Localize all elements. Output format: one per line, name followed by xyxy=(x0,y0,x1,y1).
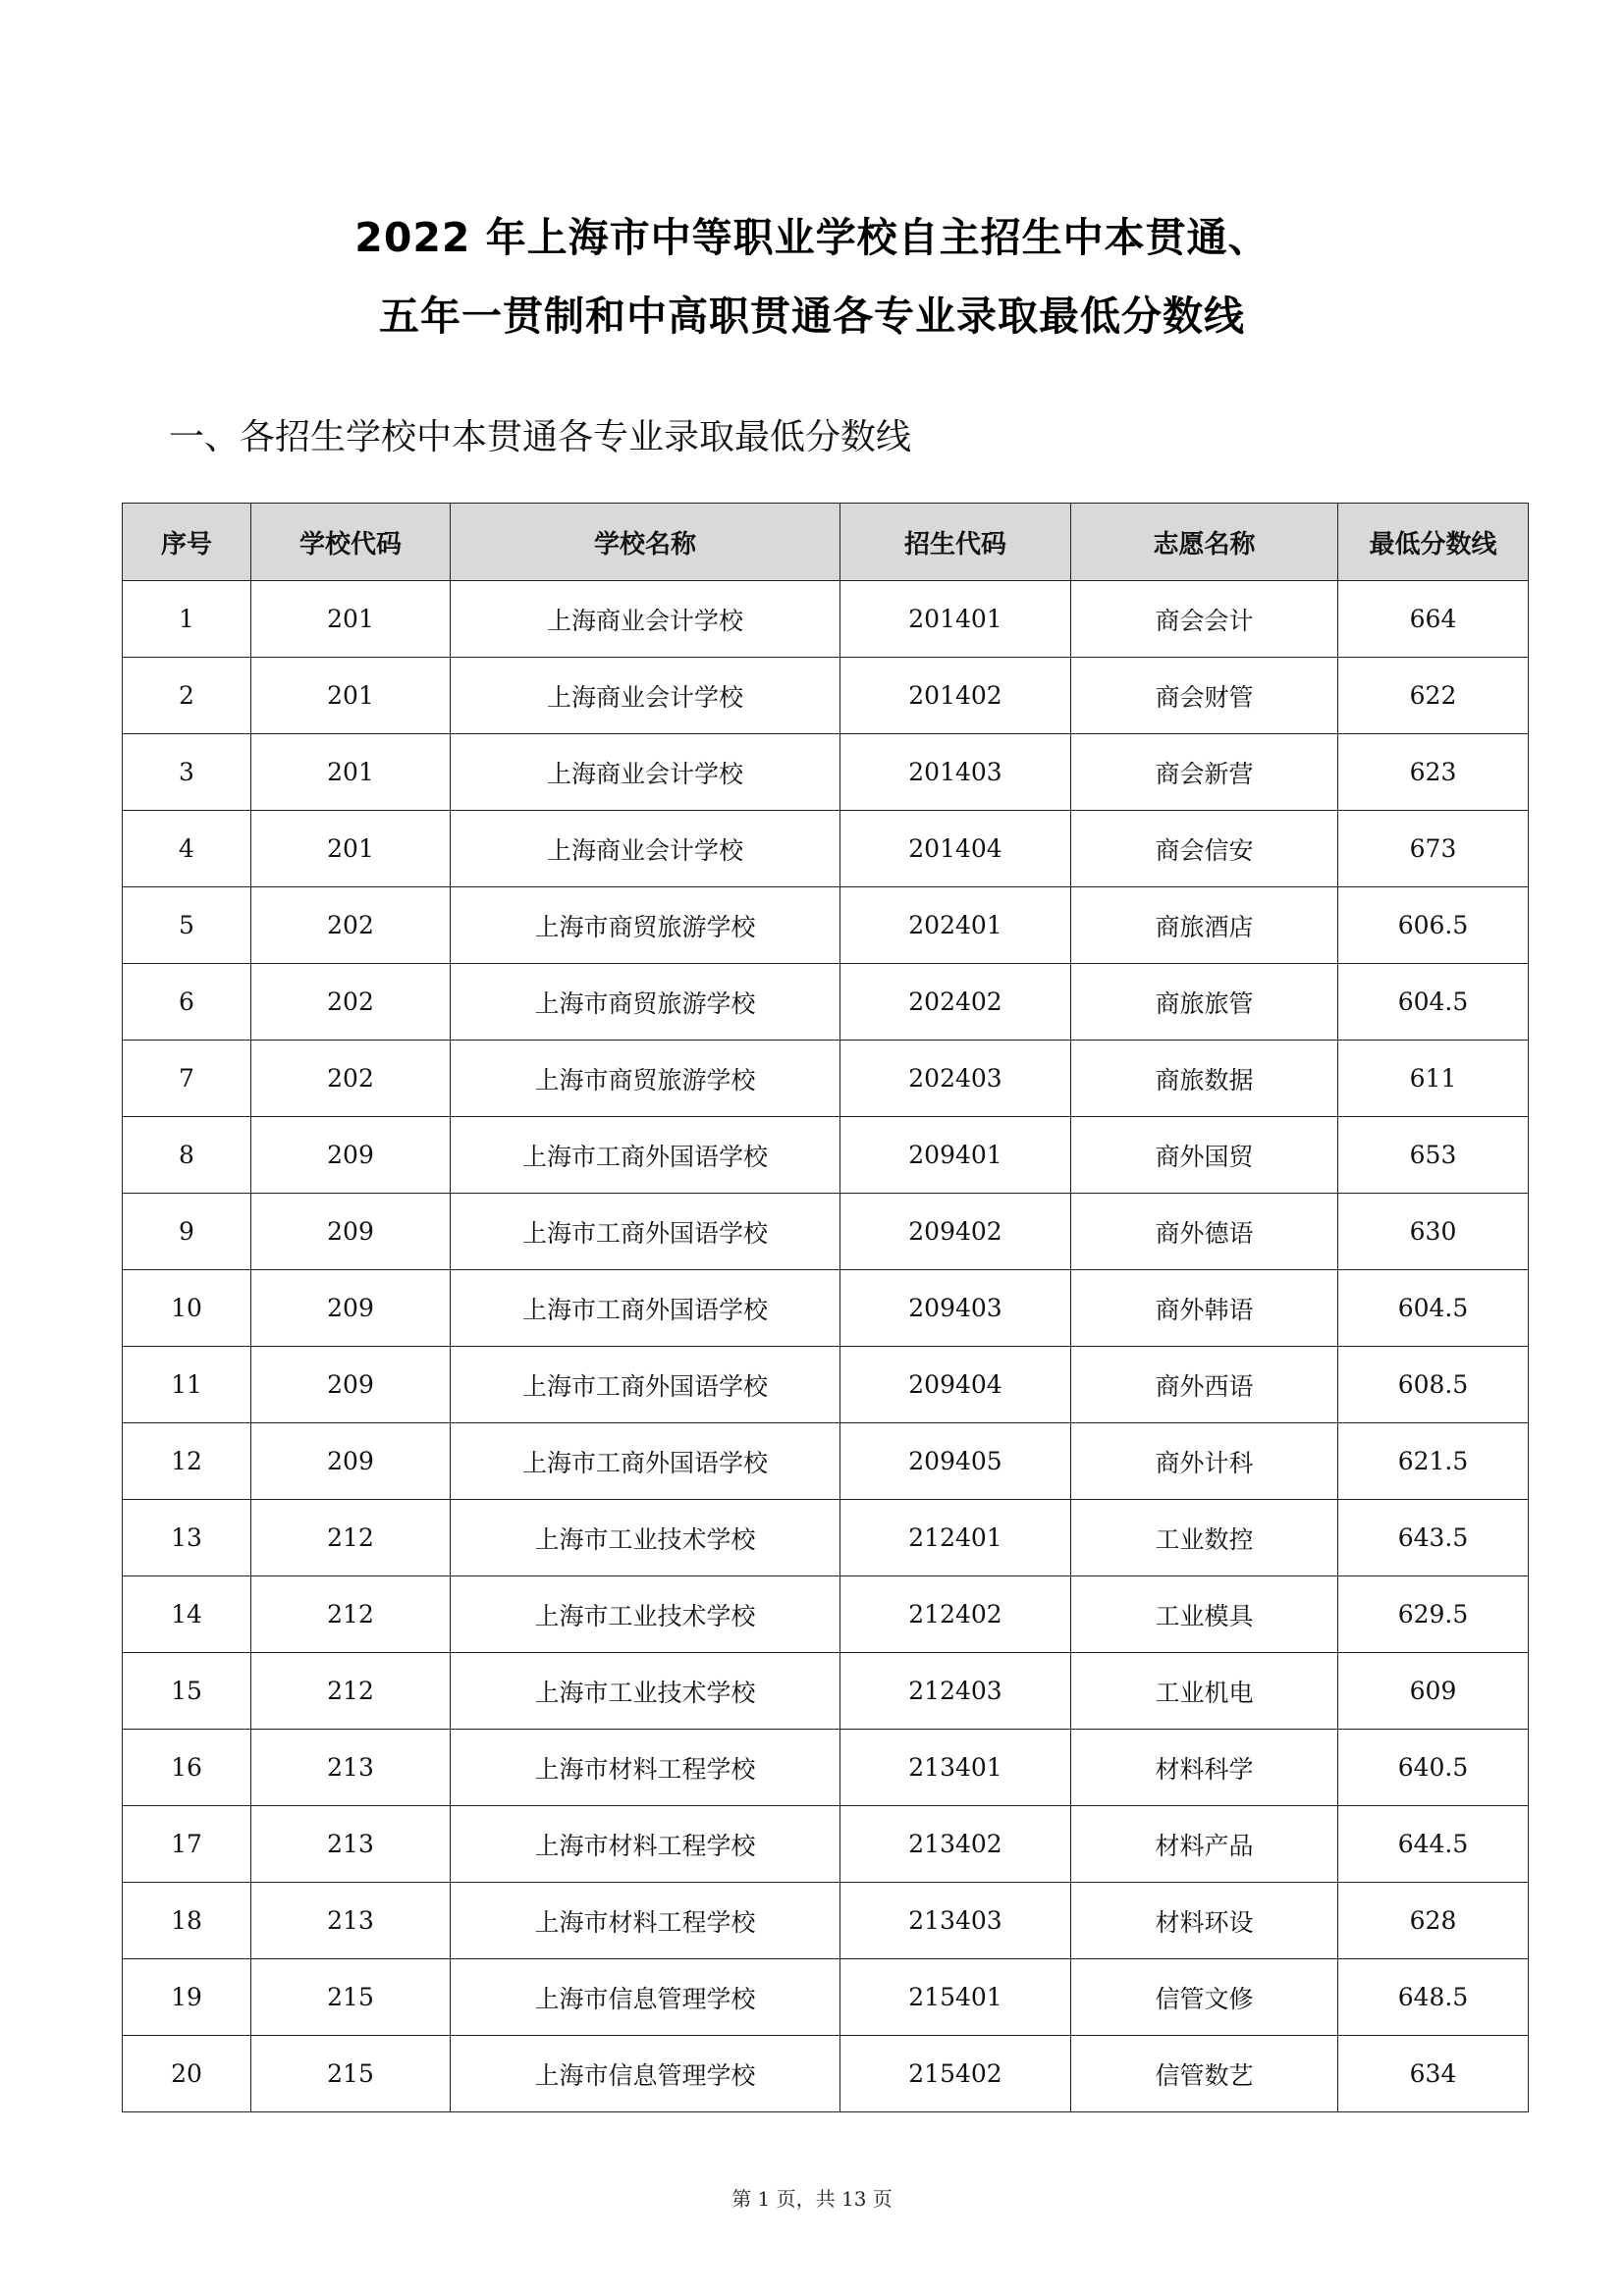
cell-min-score: 648.5 xyxy=(1338,1959,1529,2036)
cell-school-code: 212 xyxy=(251,1500,451,1576)
document-title-line-2: 五年一贯制和中高职贯通各专业录取最低分数线 xyxy=(379,293,1245,340)
cell-school-name: 上海市工商外国语学校 xyxy=(451,1347,840,1423)
table-row xyxy=(123,887,1529,964)
cell-enroll-code: 209401 xyxy=(840,1117,1071,1194)
cell-index: 19 xyxy=(123,1959,251,2036)
cell-school-name: 上海市工业技术学校 xyxy=(451,1500,840,1576)
cell-program-name: 工业数控 xyxy=(1071,1500,1338,1576)
cell-program-name: 商会信安 xyxy=(1071,811,1338,887)
cell-index: 13 xyxy=(123,1500,251,1576)
cell-school-code: 209 xyxy=(251,1423,451,1500)
cell-min-score: 628 xyxy=(1338,1883,1529,1959)
cell-index: 7 xyxy=(123,1041,251,1117)
table-row xyxy=(123,1194,1529,1270)
cell-school-code: 213 xyxy=(251,1730,451,1806)
table-row xyxy=(123,1576,1529,1653)
cell-program-name: 商旅酒店 xyxy=(1071,887,1338,964)
cell-school-name: 上海市材料工程学校 xyxy=(451,1806,840,1883)
cell-school-name: 上海市信息管理学校 xyxy=(451,2036,840,2112)
header-cell-school-name: 学校名称 xyxy=(451,504,840,581)
cell-min-score: 611 xyxy=(1338,1041,1529,1117)
header-row xyxy=(123,504,1529,581)
cell-enroll-code: 213401 xyxy=(840,1730,1071,1806)
cell-min-score: 623 xyxy=(1338,734,1529,811)
cell-school-name: 上海市材料工程学校 xyxy=(451,1730,840,1806)
table-row xyxy=(123,1500,1529,1576)
cell-school-code: 212 xyxy=(251,1576,451,1653)
cell-min-score: 609 xyxy=(1338,1653,1529,1730)
cell-school-code: 215 xyxy=(251,2036,451,2112)
cell-school-code: 202 xyxy=(251,1041,451,1117)
cell-index: 8 xyxy=(123,1117,251,1194)
cell-program-name: 商会新营 xyxy=(1071,734,1338,811)
cell-enroll-code: 215401 xyxy=(840,1959,1071,2036)
cell-school-code: 212 xyxy=(251,1653,451,1730)
cell-school-name: 上海市工商外国语学校 xyxy=(451,1270,840,1347)
cell-program-name: 商外计科 xyxy=(1071,1423,1338,1500)
table-row xyxy=(123,1423,1529,1500)
cell-enroll-code: 209404 xyxy=(840,1347,1071,1423)
table-row xyxy=(123,1270,1529,1347)
cell-school-code: 209 xyxy=(251,1194,451,1270)
cell-program-name: 商旅旅管 xyxy=(1071,964,1338,1041)
cell-min-score: 634 xyxy=(1338,2036,1529,2112)
cell-min-score: 653 xyxy=(1338,1117,1529,1194)
cell-school-name: 上海商业会计学校 xyxy=(451,581,840,658)
cell-index: 16 xyxy=(123,1730,251,1806)
table-row xyxy=(123,1883,1529,1959)
cell-min-score: 640.5 xyxy=(1338,1730,1529,1806)
cell-enroll-code: 213402 xyxy=(840,1806,1071,1883)
cell-index: 6 xyxy=(123,964,251,1041)
cell-index: 1 xyxy=(123,581,251,658)
cell-program-name: 工业模具 xyxy=(1071,1576,1338,1653)
cell-school-code: 201 xyxy=(251,658,451,734)
cell-school-name: 上海市材料工程学校 xyxy=(451,1883,840,1959)
cell-school-name: 上海市工商外国语学校 xyxy=(451,1423,840,1500)
cell-enroll-code: 202401 xyxy=(840,887,1071,964)
cell-enroll-code: 212402 xyxy=(840,1576,1071,1653)
cell-school-code: 213 xyxy=(251,1806,451,1883)
table-row xyxy=(123,964,1529,1041)
cell-enroll-code: 201403 xyxy=(840,734,1071,811)
table-row xyxy=(123,1730,1529,1806)
cell-program-name: 商外国贸 xyxy=(1071,1117,1338,1194)
cell-school-code: 202 xyxy=(251,887,451,964)
cell-enroll-code: 209405 xyxy=(840,1423,1071,1500)
cell-school-code: 201 xyxy=(251,734,451,811)
header-cell-min-score: 最低分数线 xyxy=(1338,504,1529,581)
cell-program-name: 商外韩语 xyxy=(1071,1270,1338,1347)
section-heading: 一、各招生学校中本贯通各专业录取最低分数线 xyxy=(169,417,912,457)
header-cell-program-name: 志愿名称 xyxy=(1071,504,1338,581)
score-table-header xyxy=(123,504,1529,581)
cell-enroll-code: 209402 xyxy=(840,1194,1071,1270)
cell-index: 9 xyxy=(123,1194,251,1270)
cell-min-score: 664 xyxy=(1338,581,1529,658)
cell-program-name: 信管文修 xyxy=(1071,1959,1338,2036)
document-title-line-1: 2022 年上海市中等职业学校自主招生中本贯通、 xyxy=(354,214,1270,261)
table-row xyxy=(123,1041,1529,1117)
cell-min-score: 608.5 xyxy=(1338,1347,1529,1423)
header-cell-index: 序号 xyxy=(123,504,251,581)
header-cell-school-code: 学校代码 xyxy=(251,504,451,581)
cell-enroll-code: 202403 xyxy=(840,1041,1071,1117)
cell-enroll-code: 215402 xyxy=(840,2036,1071,2112)
cell-min-score: 622 xyxy=(1338,658,1529,734)
score-table xyxy=(122,503,1529,2112)
cell-school-code: 209 xyxy=(251,1117,451,1194)
cell-school-name: 上海市信息管理学校 xyxy=(451,1959,840,2036)
table-row xyxy=(123,581,1529,658)
cell-enroll-code: 212403 xyxy=(840,1653,1071,1730)
table-row xyxy=(123,1653,1529,1730)
cell-program-name: 材料科学 xyxy=(1071,1730,1338,1806)
cell-index: 17 xyxy=(123,1806,251,1883)
cell-index: 20 xyxy=(123,2036,251,2112)
cell-min-score: 629.5 xyxy=(1338,1576,1529,1653)
table-row xyxy=(123,1117,1529,1194)
cell-index: 12 xyxy=(123,1423,251,1500)
cell-school-code: 201 xyxy=(251,811,451,887)
cell-min-score: 604.5 xyxy=(1338,1270,1529,1347)
cell-program-name: 商旅数据 xyxy=(1071,1041,1338,1117)
cell-program-name: 商会财管 xyxy=(1071,658,1338,734)
cell-index: 5 xyxy=(123,887,251,964)
cell-school-name: 上海市工业技术学校 xyxy=(451,1576,840,1653)
cell-enroll-code: 209403 xyxy=(840,1270,1071,1347)
score-table-body xyxy=(123,581,1529,2112)
cell-program-name: 商外西语 xyxy=(1071,1347,1338,1423)
cell-enroll-code: 213403 xyxy=(840,1883,1071,1959)
cell-enroll-code: 201401 xyxy=(840,581,1071,658)
cell-program-name: 信管数艺 xyxy=(1071,2036,1338,2112)
cell-min-score: 621.5 xyxy=(1338,1423,1529,1500)
cell-school-name: 上海市工业技术学校 xyxy=(451,1653,840,1730)
table-row xyxy=(123,1347,1529,1423)
cell-index: 14 xyxy=(123,1576,251,1653)
cell-index: 11 xyxy=(123,1347,251,1423)
table-row xyxy=(123,811,1529,887)
cell-program-name: 材料产品 xyxy=(1071,1806,1338,1883)
cell-school-name: 上海市工商外国语学校 xyxy=(451,1117,840,1194)
cell-school-name: 上海商业会计学校 xyxy=(451,811,840,887)
cell-school-name: 上海商业会计学校 xyxy=(451,658,840,734)
cell-school-code: 215 xyxy=(251,1959,451,2036)
page-footer: 第 1 页，共 13 页 xyxy=(731,2187,893,2211)
cell-index: 4 xyxy=(123,811,251,887)
cell-min-score: 606.5 xyxy=(1338,887,1529,964)
cell-program-name: 工业机电 xyxy=(1071,1653,1338,1730)
table-row xyxy=(123,658,1529,734)
cell-enroll-code: 202402 xyxy=(840,964,1071,1041)
cell-school-name: 上海市商贸旅游学校 xyxy=(451,1041,840,1117)
cell-school-name: 上海商业会计学校 xyxy=(451,734,840,811)
cell-min-score: 630 xyxy=(1338,1194,1529,1270)
cell-enroll-code: 201402 xyxy=(840,658,1071,734)
cell-index: 18 xyxy=(123,1883,251,1959)
cell-index: 3 xyxy=(123,734,251,811)
cell-school-code: 213 xyxy=(251,1883,451,1959)
cell-index: 15 xyxy=(123,1653,251,1730)
cell-min-score: 673 xyxy=(1338,811,1529,887)
cell-school-name: 上海市商贸旅游学校 xyxy=(451,887,840,964)
cell-school-name: 上海市商贸旅游学校 xyxy=(451,964,840,1041)
cell-school-code: 201 xyxy=(251,581,451,658)
cell-school-code: 209 xyxy=(251,1270,451,1347)
cell-program-name: 商外德语 xyxy=(1071,1194,1338,1270)
table-row xyxy=(123,734,1529,811)
cell-program-name: 商会会计 xyxy=(1071,581,1338,658)
cell-min-score: 604.5 xyxy=(1338,964,1529,1041)
cell-program-name: 材料环设 xyxy=(1071,1883,1338,1959)
table-row xyxy=(123,1959,1529,2036)
cell-enroll-code: 201404 xyxy=(840,811,1071,887)
table-row xyxy=(123,2036,1529,2112)
cell-min-score: 644.5 xyxy=(1338,1806,1529,1883)
cell-index: 10 xyxy=(123,1270,251,1347)
cell-school-code: 209 xyxy=(251,1347,451,1423)
table-row xyxy=(123,1806,1529,1883)
cell-school-name: 上海市工商外国语学校 xyxy=(451,1194,840,1270)
header-cell-enroll-code: 招生代码 xyxy=(840,504,1071,581)
cell-index: 2 xyxy=(123,658,251,734)
cell-school-code: 202 xyxy=(251,964,451,1041)
cell-enroll-code: 212401 xyxy=(840,1500,1071,1576)
cell-min-score: 643.5 xyxy=(1338,1500,1529,1576)
